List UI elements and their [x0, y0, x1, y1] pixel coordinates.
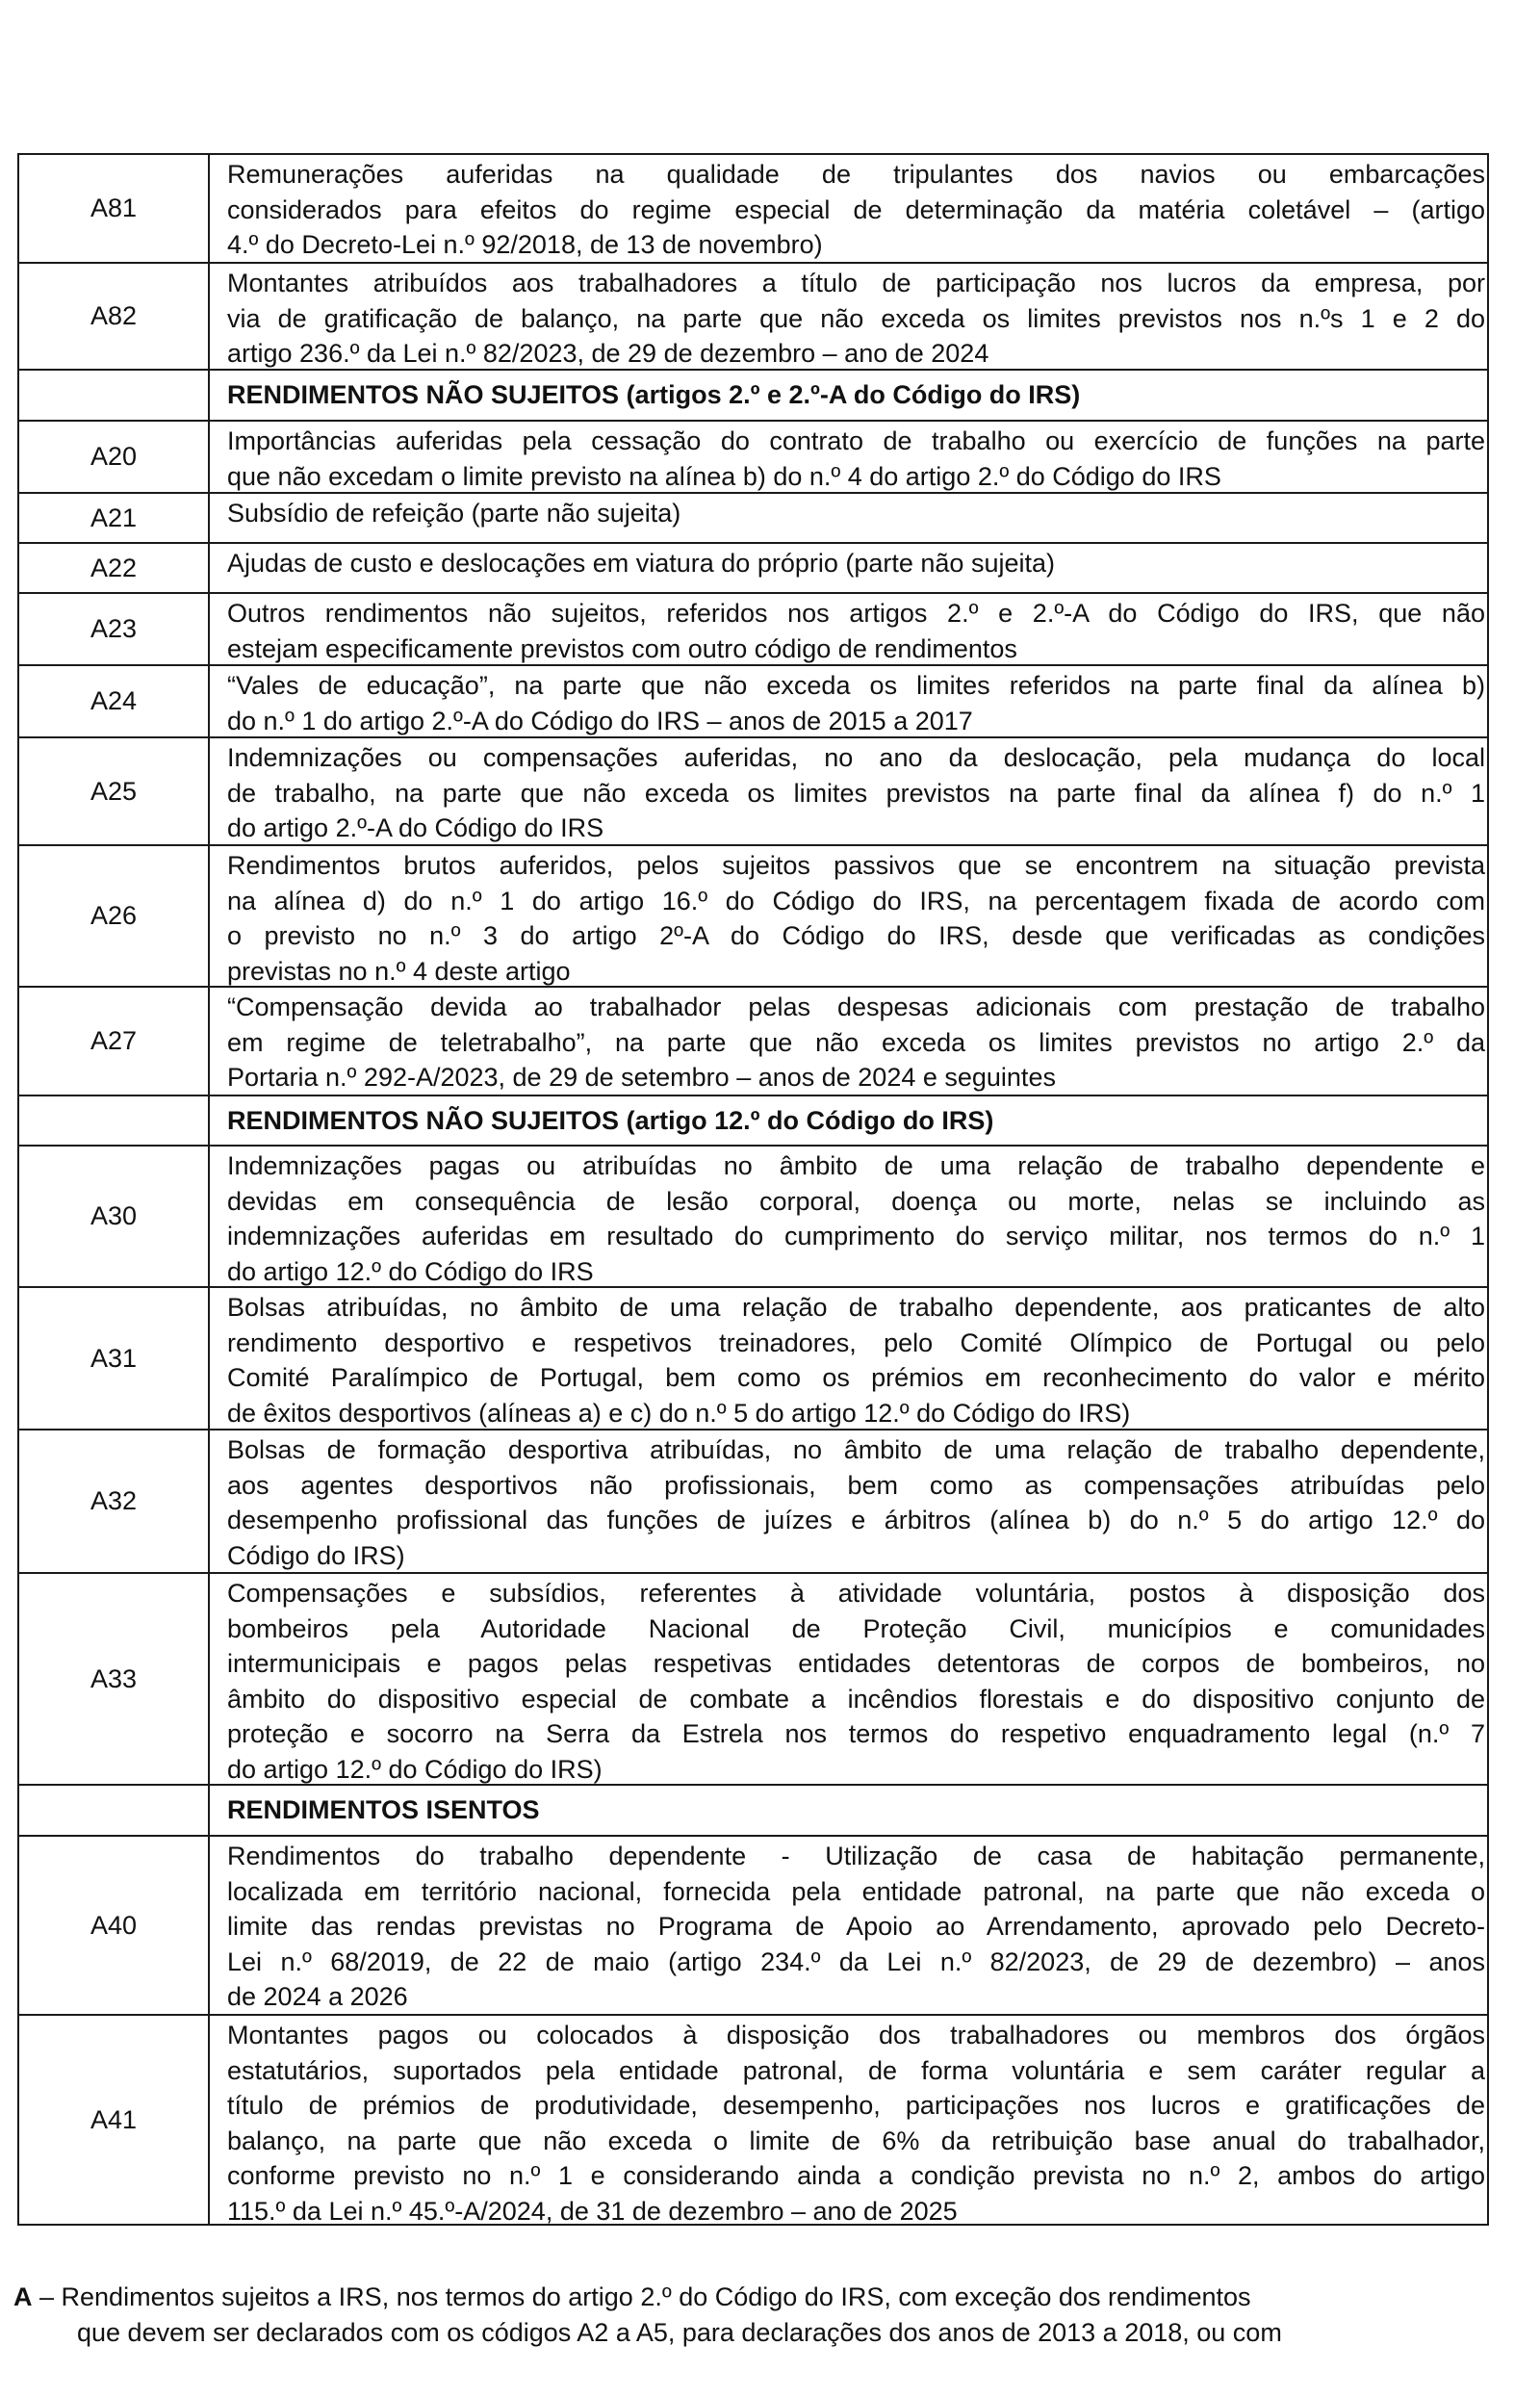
- description-line: indemnizações auferidas em resultado do cumprimento do serviço militar, nos termos do n.º 1: [227, 1222, 1485, 1250]
- description-cell: [210, 594, 1487, 664]
- code-cell: [19, 1786, 210, 1835]
- description-cell: [210, 846, 1487, 986]
- description-line: de 2024 a 2026: [227, 1982, 408, 2011]
- table-row: [19, 1835, 1487, 2014]
- code-cell: A26: [19, 846, 210, 986]
- code-cell: A22: [19, 544, 210, 592]
- description-cell: [210, 1430, 1487, 1572]
- description-line: Montantes pagos ou colocados à disposição dos trabalhadores ou membros dos órgãos: [227, 2021, 1485, 2049]
- description-cell: [210, 1837, 1487, 2014]
- description-cell: [210, 988, 1487, 1095]
- table-row: [19, 844, 1487, 986]
- code-cell: A81: [19, 155, 210, 262]
- table-row: [19, 420, 1487, 492]
- description-line: “Vales de educação”, na parte que não exceda os limites referidos na parte final da alínea b): [227, 671, 1485, 700]
- description-line: devidas em consequência de lesão corporal, doença ou morte, nelas se incluindo as: [227, 1186, 1485, 1216]
- description-line: Rendimentos brutos auferidos, pelos sujeitos passivos que se encontrem na situação prevista: [227, 851, 1485, 880]
- description-line: Comité Paralímpico de Portugal, bem como os prémios em reconhecimento do valor e mérito: [227, 1363, 1485, 1392]
- footnote-separator: –: [32, 2282, 62, 2311]
- footnote: [13, 2280, 1496, 2350]
- code-cell: A27: [19, 988, 210, 1095]
- description-line: Bolsas atribuídas, no âmbito de uma relação de trabalho dependente, aos praticantes de alto: [227, 1293, 1485, 1322]
- code-cell: A23: [19, 594, 210, 664]
- description-line: Remunerações auferidas na qualidade de tripulantes dos navios ou embarcações: [227, 160, 1485, 189]
- code-cell: A33: [19, 1574, 210, 1784]
- footnote-line-2: que devem ser declarados com os códigos A2 a A5, para declarações dos anos de 2013 a 2018, ou com: [77, 2317, 1282, 2347]
- table-row: [19, 262, 1487, 369]
- footnote-key: A: [13, 2282, 33, 2311]
- table-row: [19, 736, 1487, 844]
- description-cell: [210, 544, 1487, 592]
- description-line: Subsídio de refeição (parte não sujeita): [227, 499, 681, 528]
- description-line: título de prémios de produtividade, desempenho, participações nos lucros e gratificações de: [227, 2091, 1485, 2120]
- description-line: Código do IRS): [227, 1540, 405, 1570]
- description-line: proteção e socorro na Serra da Estrela nos termos do respetivo enquadramento legal (n.º 7: [227, 1719, 1485, 1748]
- description-cell: [210, 1288, 1487, 1429]
- table-row: [19, 492, 1487, 542]
- description-line: conforme previsto no n.º 1 e considerando ainda a condição prevista no n.º 2, ambos do artigo: [227, 2161, 1485, 2190]
- description-line: do n.º 1 do artigo 2.º-A do Código do IRS – anos de 2015 a 2017: [227, 706, 973, 735]
- table-row: [19, 592, 1487, 664]
- code-cell: A24: [19, 666, 210, 736]
- footnote-text-1: Rendimentos sujeitos a IRS, nos termos do artigo 2.º do Código do IRS, com exceção dos rendimentos: [61, 2282, 1251, 2311]
- section-title: RENDIMENTOS ISENTOS: [227, 1795, 540, 1825]
- section-header-row: [19, 1095, 1487, 1145]
- table-row: [19, 542, 1487, 592]
- description-line: artigo 236.º da Lei n.º 82/2023, de 29 de dezembro – ano de 2024: [227, 339, 989, 368]
- footnote-line-1: [13, 2280, 1496, 2315]
- description-line: do artigo 2.º-A do Código do IRS: [227, 813, 604, 842]
- description-line: Indemnizações ou compensações auferidas, no ano da deslocação, pela mudança do local: [227, 743, 1485, 772]
- description-line: previstas no n.º 4 deste artigo: [227, 956, 571, 986]
- code-cell: A21: [19, 494, 210, 542]
- code-cell: A30: [19, 1147, 210, 1286]
- description-cell: [210, 1147, 1487, 1286]
- description-line: Rendimentos do trabalho dependente - Utilização de casa de habitação permanente,: [227, 1842, 1485, 1870]
- table-row: [19, 155, 1487, 262]
- description-line: Importâncias auferidas pela cessação do contrato de trabalho ou exercício de funções na parte: [227, 426, 1485, 455]
- table-row: [19, 1429, 1487, 1572]
- description-line: balanço, na parte que não exceda o limite de 6% da retribuição base anual do trabalhador,: [227, 2126, 1485, 2155]
- description-line: intermunicipais e pagos pelas respetivas entidades detentoras de corpos de bombeiros, no: [227, 1649, 1485, 1678]
- description-line: bombeiros pela Autoridade Nacional de Proteção Civil, municípios e comunidades: [227, 1613, 1485, 1643]
- table-row: [19, 664, 1487, 736]
- code-cell: A82: [19, 264, 210, 369]
- description-line: rendimento desportivo e respetivos treinadores, pelo Comité Olímpico de Portugal ou pelo: [227, 1327, 1485, 1357]
- description-line: âmbito do dispositivo especial de combate a incêndios florestais e do dispositivo conjunto de: [227, 1684, 1485, 1714]
- table-row: [19, 1286, 1487, 1429]
- table-row: [19, 1145, 1487, 1286]
- description-line: Portaria n.º 292-A/2023, de 29 de setembro – anos de 2024 e seguintes: [227, 1063, 1056, 1092]
- description-cell: [210, 666, 1487, 736]
- code-cell: A25: [19, 738, 210, 844]
- description-line: estatutários, suportados pela entidade patronal, de forma voluntária e sem caráter regular a: [227, 2055, 1485, 2085]
- section-header-row: [19, 369, 1487, 420]
- code-cell: A20: [19, 422, 210, 492]
- description-line: Indemnizações pagas ou atribuídas no âmbito de uma relação de trabalho dependente e: [227, 1151, 1485, 1180]
- description-line: localizada em território nacional, fornecida pela entidade patronal, na parte que não exceda o: [227, 1876, 1485, 1906]
- description-cell: [210, 738, 1487, 844]
- description-line: Ajudas de custo e deslocações em viatura do próprio (parte não sujeita): [227, 549, 1055, 578]
- description-line: de êxitos desportivos (alíneas a) e c) do n.º 5 do artigo 12.º do Código do IRS): [227, 1398, 1131, 1428]
- code-cell: A32: [19, 1430, 210, 1572]
- code-cell: [19, 1096, 210, 1145]
- description-line: que não excedam o limite previsto na alínea b) do n.º 4 do artigo 2.º do Código do IRS: [227, 461, 1221, 491]
- description-line: de trabalho, na parte que não exceda os limites previstos na parte final da alínea f) do n.º 1: [227, 778, 1485, 808]
- section-header-row: [19, 1784, 1487, 1835]
- income-codes-table: [17, 153, 1489, 2226]
- table-row: [19, 2014, 1487, 2224]
- description-line: o previsto no n.º 3 do artigo 2º-A do Código do IRS, desde que verificadas as condições: [227, 921, 1485, 950]
- description-line: Outros rendimentos não sujeitos, referidos nos artigos 2.º e 2.º-A do Código do IRS, que não: [227, 599, 1485, 628]
- description-line: limite das rendas previstas no Programa de Apoio ao Arrendamento, aprovado pelo Decreto-: [227, 1912, 1485, 1941]
- description-line: do artigo 12.º do Código do IRS): [227, 1754, 603, 1784]
- description-cell: [210, 155, 1487, 262]
- code-cell: A40: [19, 1837, 210, 2014]
- code-cell: A41: [19, 2016, 210, 2224]
- description-line: Bolsas de formação desportiva atribuídas, no âmbito de uma relação de trabalho dependente,: [227, 1435, 1485, 1464]
- section-title-cell: [210, 371, 1487, 420]
- description-line: estejam especificamente previstos com outro código de rendimentos: [227, 633, 1017, 663]
- description-line: 4.º do Decreto-Lei n.º 92/2018, de 13 de novembro): [227, 230, 823, 259]
- description-cell: [210, 422, 1487, 492]
- description-line: 115.º da Lei n.º 45.º-A/2024, de 31 de dezembro – ano de 2025: [227, 2196, 958, 2224]
- description-line: do artigo 12.º do Código do IRS: [227, 1256, 594, 1286]
- description-cell: [210, 494, 1487, 542]
- description-line: Montantes atribuídos aos trabalhadores a título de participação nos lucros da empresa, por: [227, 269, 1485, 297]
- code-cell: A31: [19, 1288, 210, 1429]
- description-line: considerados para efeitos do regime especial de determinação da matéria coletável – (artigo: [227, 194, 1485, 224]
- table-row: [19, 986, 1487, 1095]
- section-title-cell: [210, 1096, 1487, 1145]
- description-cell: [210, 1574, 1487, 1784]
- table-row: [19, 1572, 1487, 1784]
- description-line: em regime de teletrabalho”, na parte que não exceda os limites previstos no artigo 2.º da: [227, 1027, 1485, 1057]
- description-line: “Compensação devida ao trabalhador pelas despesas adicionais com prestação de trabalho: [227, 992, 1485, 1021]
- code-cell: [19, 371, 210, 420]
- section-title-cell: [210, 1786, 1487, 1835]
- section-title: RENDIMENTOS NÃO SUJEITOS (artigos 2.º e 2.º-A do Código do IRS): [227, 380, 1081, 410]
- description-line: desempenho profissional das funções de juízes e árbitros (alínea b) do n.º 5 do artigo 12.º do: [227, 1506, 1485, 1534]
- description-cell: [210, 2016, 1487, 2224]
- description-line: Lei n.º 68/2019, de 22 de maio (artigo 234.º da Lei n.º 82/2023, de 29 de dezembro) – anos: [227, 1946, 1485, 1976]
- description-line: Compensações e subsídios, referentes à atividade voluntária, postos à disposição dos: [227, 1579, 1485, 1608]
- section-title: RENDIMENTOS NÃO SUJEITOS (artigo 12.º do Código do IRS): [227, 1105, 994, 1135]
- description-line: na alínea d) do n.º 1 do artigo 16.º do Código do IRS, na percentagem fixada de acordo com: [227, 886, 1485, 915]
- description-cell: [210, 264, 1487, 369]
- description-line: via de gratificação de balanço, na parte que não exceda os limites previstos nos n.ºs 1 e 2 do: [227, 303, 1485, 333]
- description-line: aos agentes desportivos não profissionais, bem como as compensações atribuídas pelo: [227, 1470, 1485, 1500]
